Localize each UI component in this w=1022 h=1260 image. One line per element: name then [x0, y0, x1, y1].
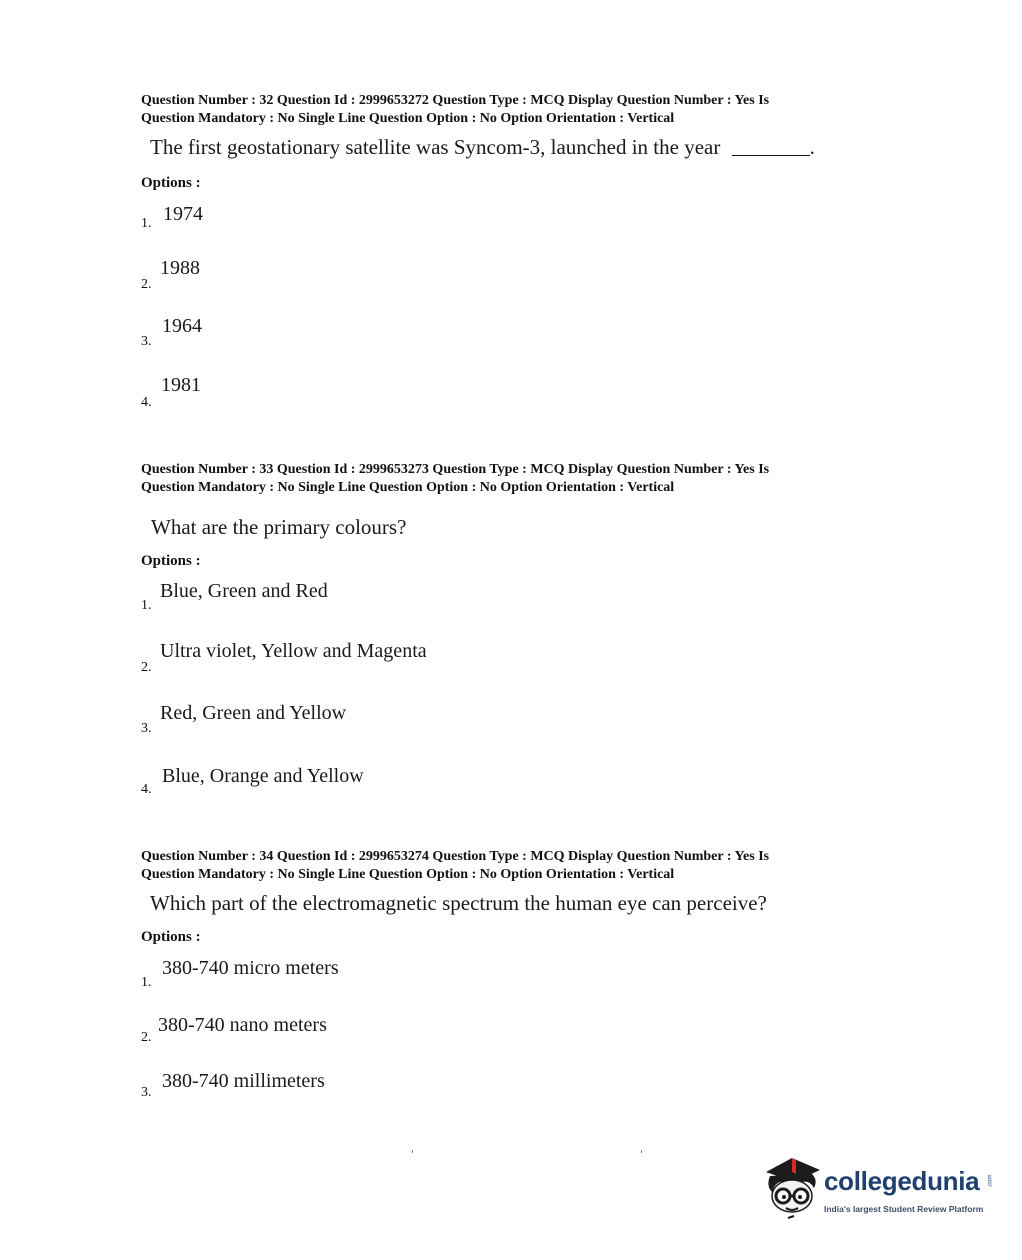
option-number: 3.	[141, 334, 152, 349]
meta-line-2: Question Mandatory : No Single Line Question Option : No Option Orientation : Vertical	[141, 479, 675, 495]
option-number: 3.	[141, 721, 152, 736]
option-text[interactable]: Ultra violet, Yellow and Magenta	[160, 640, 427, 662]
question-33-text: What are the primary colours?	[151, 515, 407, 539]
collegedunia-logo	[762, 1152, 1002, 1222]
meta-line-1: Question Number : 33 Question Id : 2999653273 Question Type : MCQ Display Question Number : Yes Is	[141, 462, 770, 477]
logo-com: .com	[987, 1174, 994, 1188]
option-text[interactable]: 380-740 micro meters	[162, 957, 339, 979]
question-32-text	[150, 135, 815, 160]
option-number: 4.	[141, 782, 152, 797]
option-text[interactable]: Red, Green and Yellow	[160, 702, 347, 724]
options-label: Options :	[141, 553, 201, 569]
meta-line-1: Question Number : 34 Question Id : 2999653274 Question Type : MCQ Display Question Number : Yes Is	[141, 849, 770, 864]
meta-line-1: Question Number : 32 Question Id : 2999653272 Question Type : MCQ Display Question Number : Yes Is	[141, 93, 770, 108]
option-number: 1.	[141, 975, 152, 990]
question-suffix: .	[809, 135, 815, 159]
option-number: 4.	[141, 395, 152, 410]
question-34-meta	[141, 848, 901, 883]
option-text[interactable]: 380-740 millimeters	[162, 1070, 325, 1092]
option-number: 2.	[141, 660, 152, 675]
option-text[interactable]: Blue, Green and Red	[160, 580, 328, 602]
option-text[interactable]: Blue, Orange and Yellow	[162, 765, 364, 787]
options-label: Options :	[141, 929, 201, 945]
option-number: 1.	[141, 598, 152, 613]
meta-line-2: Question Mandatory : No Single Line Question Option : No Option Orientation : Vertical	[141, 866, 675, 882]
question-text: The first geostationary satellite was Syncom-3, launched in the year	[150, 135, 721, 159]
answer-blank	[732, 155, 810, 156]
option-text[interactable]: 1981	[161, 374, 201, 396]
meta-line-2: Question Mandatory : No Single Line Question Option : No Option Orientation : Vertical	[141, 110, 675, 126]
logo-tagline: India's largest Student Review Platform	[824, 1204, 984, 1214]
option-text[interactable]: 380-740 nano meters	[158, 1014, 327, 1036]
question-33-meta	[141, 461, 901, 496]
logo-wordmark: collegedunia	[824, 1166, 980, 1196]
option-number: 3.	[141, 1085, 152, 1100]
question-32-meta	[141, 92, 901, 127]
options-label: Options :	[141, 175, 201, 191]
option-number: 2.	[141, 277, 152, 292]
question-34-text: Which part of the electromagnetic spectrum the human eye can perceive?	[150, 891, 767, 915]
scan-mark	[641, 1150, 642, 1153]
option-number: 1.	[141, 216, 152, 231]
option-text[interactable]: 1988	[160, 257, 200, 279]
scan-mark	[412, 1150, 413, 1153]
option-number: 2.	[141, 1030, 152, 1045]
option-text[interactable]: 1974	[163, 203, 203, 225]
mascot-icon	[762, 1152, 824, 1222]
option-text[interactable]: 1964	[162, 315, 202, 337]
